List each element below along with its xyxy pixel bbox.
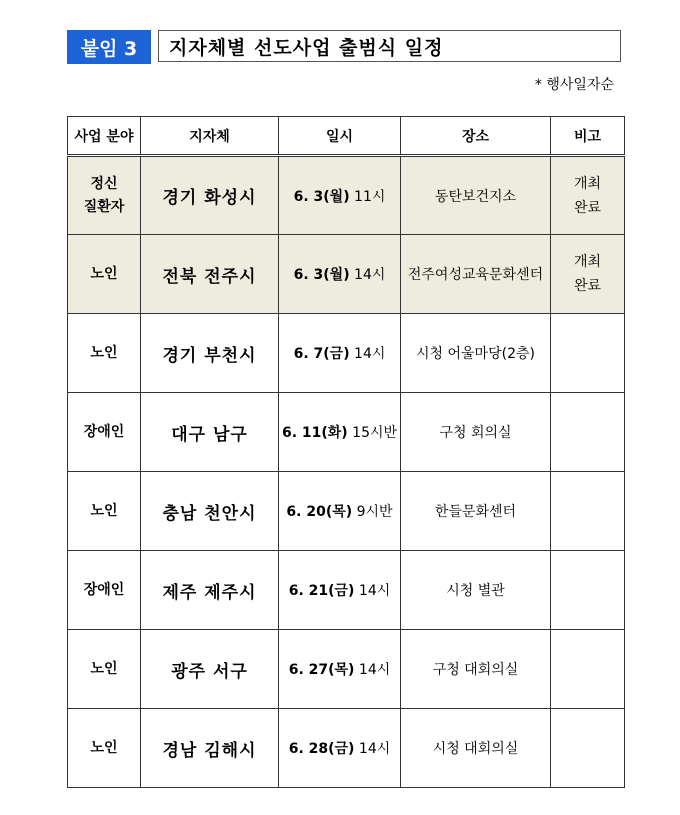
cell-date: 6. 3(월) — [293, 267, 350, 283]
table-row — [68, 314, 625, 393]
cell-region: 제주 제주시 — [141, 551, 279, 630]
schedule-table — [67, 116, 625, 788]
cell-venue: 시청 별관 — [401, 551, 551, 630]
column-header-remark: 비고 — [551, 117, 625, 156]
cell-region: 충남 천안시 — [141, 472, 279, 551]
column-header-region: 지자체 — [141, 117, 279, 156]
cell-remark — [551, 551, 625, 630]
cell-remark: 개최 완료 — [551, 156, 625, 235]
table-row — [68, 156, 625, 235]
cell-venue: 구청 회의실 — [401, 393, 551, 472]
table-header-row — [68, 117, 625, 156]
cell-field: 노인 — [68, 709, 141, 788]
cell-time: 14시 — [354, 267, 386, 283]
cell-field: 노인 — [68, 472, 141, 551]
cell-region: 광주 서구 — [141, 630, 279, 709]
cell-remark — [551, 709, 625, 788]
cell-region: 경남 김해시 — [141, 709, 279, 788]
cell-field: 정신 질환자 — [68, 156, 141, 235]
cell-time: 9시반 — [356, 504, 393, 520]
cell-remark — [551, 314, 625, 393]
cell-date: 6. 3(월) — [293, 188, 350, 205]
column-header-datetime: 일시 — [279, 117, 401, 156]
cell-date: 6. 27(목) — [288, 662, 355, 678]
page-header — [67, 30, 623, 64]
cell-time: 14시 — [358, 583, 391, 599]
cell-time: 11시 — [354, 188, 386, 205]
table-row — [68, 393, 625, 472]
page-title: 지자체별 선도사업 출범식 일정 — [158, 30, 621, 62]
cell-venue: 시청 대회의실 — [401, 709, 551, 788]
cell-datetime — [279, 472, 401, 551]
cell-date: 6. 28(금) — [288, 741, 355, 757]
cell-datetime — [279, 630, 401, 709]
cell-region: 대구 남구 — [141, 393, 279, 472]
cell-time: 14시 — [358, 741, 391, 757]
column-header-venue: 장소 — [401, 117, 551, 156]
cell-region: 경기 부천시 — [141, 314, 279, 393]
attachment-badge: 붙임 3 — [67, 30, 151, 64]
cell-remark — [551, 472, 625, 551]
column-header-field: 사업 분야 — [68, 117, 141, 156]
cell-venue: 구청 대회의실 — [401, 630, 551, 709]
cell-date: 6. 11(화) — [281, 425, 348, 441]
table-row — [68, 709, 625, 788]
table-row — [68, 472, 625, 551]
cell-datetime — [279, 314, 401, 393]
table-row — [68, 630, 625, 709]
cell-date: 6. 20(목) — [286, 504, 353, 520]
cell-datetime — [279, 393, 401, 472]
cell-time: 14시 — [358, 662, 391, 678]
cell-datetime — [279, 551, 401, 630]
cell-date: 6. 7(금) — [293, 346, 350, 362]
cell-venue: 전주여성교육문화센터 — [401, 235, 551, 314]
cell-venue: 동탄보건지소 — [401, 156, 551, 235]
cell-date: 6. 21(금) — [288, 583, 355, 599]
cell-remark — [551, 630, 625, 709]
cell-venue: 시청 어울마당(2층) — [401, 314, 551, 393]
cell-field: 장애인 — [68, 551, 141, 630]
cell-region: 경기 화성시 — [141, 156, 279, 235]
cell-datetime — [279, 709, 401, 788]
cell-field: 노인 — [68, 314, 141, 393]
cell-remark — [551, 393, 625, 472]
cell-venue: 한들문화센터 — [401, 472, 551, 551]
cell-field: 노인 — [68, 235, 141, 314]
cell-region: 전북 전주시 — [141, 235, 279, 314]
table-row — [68, 551, 625, 630]
table-row — [68, 235, 625, 314]
cell-field: 장애인 — [68, 393, 141, 472]
cell-time: 15시반 — [352, 425, 398, 441]
cell-datetime — [279, 156, 401, 235]
cell-remark: 개최 완료 — [551, 235, 625, 314]
cell-time: 14시 — [354, 346, 386, 362]
sort-note: * 행사일자순 — [534, 77, 614, 93]
cell-datetime — [279, 235, 401, 314]
cell-field: 노인 — [68, 630, 141, 709]
